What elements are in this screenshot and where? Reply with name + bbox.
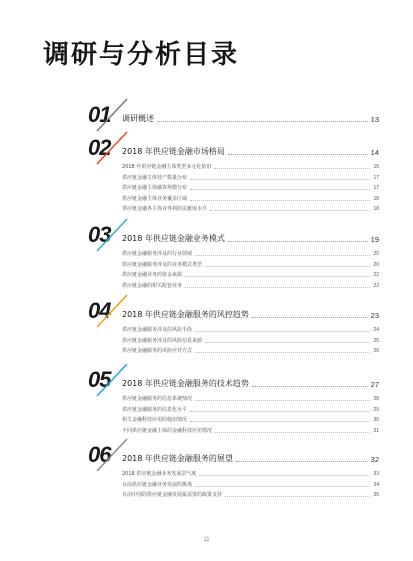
subsection-page-number: 20 bbox=[373, 261, 379, 268]
subsection-title: 供应链金融服务的信息化水平 bbox=[122, 406, 188, 413]
subsection-title: 供应链金融各主体业务利润贡献度水平 bbox=[122, 206, 208, 212]
section-title: 2018 年供应链金融服务的技术趋势 bbox=[122, 379, 249, 388]
dot-leader bbox=[215, 431, 370, 433]
dot-leader bbox=[195, 485, 370, 487]
toc-subentry[interactable] bbox=[122, 269, 379, 278]
dot-leader bbox=[190, 199, 370, 201]
toc-subentry[interactable] bbox=[122, 203, 379, 212]
toc-subentry[interactable] bbox=[122, 425, 379, 434]
subsection-title: 不同供应链金融主体的金融科技应用情况 bbox=[122, 427, 213, 434]
subsection-page-number: 18 bbox=[373, 206, 379, 212]
dot-leader bbox=[252, 316, 368, 318]
section-title: 调研概述 bbox=[122, 114, 154, 123]
dot-leader bbox=[190, 178, 370, 180]
subsection-list bbox=[122, 324, 379, 356]
section-title: 2018 年供应链金融业务模式 bbox=[122, 234, 225, 243]
subsection-title: 供应链金融服务的信息系统情况 bbox=[122, 396, 193, 402]
section-title: 2018 年供应链金融服务的风控趋势 bbox=[122, 310, 249, 319]
subsection-list bbox=[122, 161, 379, 214]
section-number: 04 bbox=[88, 298, 111, 323]
subsection-page-number: 35 bbox=[373, 492, 379, 498]
subsection-list bbox=[122, 393, 379, 435]
subsection-page-number: 24 bbox=[373, 327, 379, 333]
section-page-number: 13 bbox=[370, 115, 379, 124]
subsection-title: 供应链金融服务的风险应对方式 bbox=[122, 348, 193, 354]
section-page-number: 32 bbox=[370, 455, 379, 464]
toc-subentry[interactable] bbox=[122, 345, 379, 354]
toc-subentry[interactable] bbox=[122, 335, 379, 344]
section-number: 02 bbox=[88, 135, 111, 160]
subsection-page-number: 31 bbox=[373, 427, 379, 434]
footer-page-number: 11 bbox=[203, 537, 210, 543]
toc-subentry[interactable] bbox=[122, 280, 379, 289]
subsection-page-number: 28 bbox=[373, 396, 379, 402]
section-title: 2018 年供应链金融市场格局 bbox=[122, 147, 225, 156]
subsection-title: 供应链金融服务涉及的行业领域 bbox=[122, 251, 193, 257]
section-title: 2018 年供应链金融服务的展望 bbox=[122, 454, 233, 463]
subsection-page-number: 17 bbox=[373, 174, 379, 181]
subsection-page-number: 34 bbox=[373, 481, 379, 488]
dot-leader bbox=[225, 495, 370, 497]
toc-entry[interactable] bbox=[122, 452, 379, 464]
dot-leader bbox=[205, 341, 370, 343]
subsection-title: 2018 供应链金融业务发展景气度 bbox=[122, 471, 197, 477]
subsection-title: 相关金融科技应用的使用情况 bbox=[122, 417, 188, 423]
section-page-number: 14 bbox=[370, 148, 379, 157]
section-number: 06 bbox=[88, 442, 111, 467]
dot-leader bbox=[190, 420, 370, 422]
subsection-list bbox=[122, 248, 379, 290]
dot-leader bbox=[190, 188, 370, 190]
dot-leader bbox=[195, 330, 370, 332]
subsection-page-number: 18 bbox=[373, 195, 379, 202]
dot-leader bbox=[205, 265, 370, 267]
subsection-page-number: 25 bbox=[373, 337, 379, 344]
dot-leader bbox=[195, 254, 370, 256]
subsection-title: 供应链金融业务的资金来源 bbox=[122, 272, 183, 278]
toc-subentry[interactable] bbox=[122, 193, 379, 202]
toc-entry[interactable] bbox=[122, 112, 379, 124]
subsection-page-number: 33 bbox=[373, 471, 379, 477]
dot-leader bbox=[195, 351, 370, 353]
section-number: 01 bbox=[88, 102, 111, 127]
toc-entry[interactable] bbox=[122, 377, 379, 389]
subsection-page-number: 29 bbox=[373, 406, 379, 413]
dot-leader bbox=[199, 474, 370, 476]
subsection-title: 供应链金融主体业务覆盖区域 bbox=[122, 195, 188, 202]
dot-leader bbox=[252, 385, 368, 387]
subsection-page-number: 30 bbox=[373, 417, 379, 423]
dot-leader bbox=[228, 240, 368, 242]
dot-leader bbox=[190, 410, 370, 412]
dot-leader bbox=[214, 167, 370, 169]
dot-leader bbox=[157, 120, 368, 122]
dot-leader bbox=[228, 153, 368, 155]
page-title: 调研与分析目录 bbox=[43, 40, 240, 70]
dot-leader bbox=[185, 286, 370, 288]
toc-subentry[interactable] bbox=[122, 468, 379, 477]
section-page-number: 23 bbox=[370, 311, 379, 320]
toc-subentry[interactable] bbox=[122, 414, 379, 423]
subsection-title: 供应链金融主体营产数量分布 bbox=[122, 174, 188, 181]
section-page-number: 27 bbox=[370, 380, 379, 389]
section-page-number: 19 bbox=[370, 235, 379, 244]
subsection-title: 供应链金融服务涉及的风险手段 bbox=[122, 327, 193, 333]
section-number: 05 bbox=[88, 367, 111, 392]
subsection-title: 供应链金融服务涉及的业务模式类型 bbox=[122, 261, 203, 268]
subsection-page-number: 17 bbox=[373, 185, 379, 191]
toc-subentry[interactable] bbox=[122, 182, 379, 191]
toc-subentry[interactable] bbox=[122, 161, 379, 170]
subsection-page-number: 26 bbox=[373, 348, 379, 354]
toc-subentry[interactable] bbox=[122, 324, 379, 333]
section-number: 03 bbox=[88, 222, 111, 247]
subsection-title: 供应链金融的相关配套业务 bbox=[122, 282, 183, 289]
subsection-title: 供应链金融主体融资规模分布 bbox=[122, 185, 188, 191]
subsection-title: 2018 年供应链金融主体类型多元化依旧 bbox=[122, 164, 212, 170]
toc-subentry[interactable] bbox=[122, 172, 379, 181]
subsection-page-number: 22 bbox=[373, 272, 379, 278]
subsection-page-number: 22 bbox=[373, 282, 379, 289]
dot-leader bbox=[210, 209, 370, 211]
dot-leader bbox=[236, 460, 368, 462]
subsection-page-number: 20 bbox=[373, 251, 379, 257]
subsection-list bbox=[122, 468, 379, 500]
toc-subentry[interactable] bbox=[122, 404, 379, 413]
toc-entry[interactable] bbox=[122, 232, 379, 244]
toc-subentry[interactable] bbox=[122, 248, 379, 257]
toc-subentry[interactable] bbox=[122, 393, 379, 402]
dot-leader bbox=[195, 399, 370, 401]
toc-subentry[interactable] bbox=[122, 489, 379, 498]
subsection-title: 目前中国的供应链金融发展最需要的政策支持 bbox=[122, 492, 223, 498]
subsection-title: 目前供应链金融业务发展的挑战 bbox=[122, 481, 193, 488]
subsection-page-number: 15 bbox=[373, 164, 379, 170]
dot-leader bbox=[185, 275, 370, 277]
toc-entry[interactable] bbox=[122, 145, 379, 157]
toc-subentry[interactable] bbox=[122, 259, 379, 268]
subsection-title: 供应链金融服务涉及的风险信息来源 bbox=[122, 337, 203, 344]
toc-entry[interactable] bbox=[122, 308, 379, 320]
toc-subentry[interactable] bbox=[122, 479, 379, 488]
